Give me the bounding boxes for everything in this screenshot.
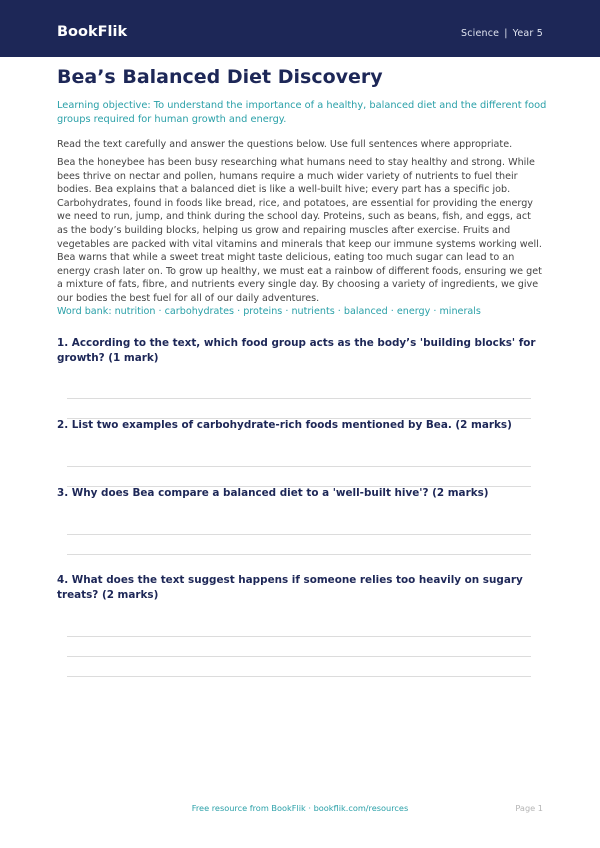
page-number: Page 1 [515, 803, 543, 813]
brand-logo[interactable]: BookFlik [57, 24, 128, 40]
learning-objective: Learning objective: To understand the importance of a healthy, balanced diet and the different food groups required for human growth and energy. [57, 100, 547, 125]
answer-line[interactable] [67, 534, 531, 535]
header-bar [0, 0, 600, 57]
question-1: 1. According to the text, which food group acts as the body’s 'building blocks' for growth? (1 mark) [57, 337, 536, 364]
answer-line[interactable] [67, 636, 531, 637]
answer-line[interactable] [67, 554, 531, 555]
question-2: 2. List two examples of carbohydrate-rich foods mentioned by Bea. (2 marks) [57, 419, 512, 431]
instructions: Read the text carefully and answer the questions below. Use full sentences where appropriate. [57, 139, 513, 150]
footer-link[interactable]: Free resource from BookFlik · bookflik.com/resources [191, 803, 409, 813]
year-label: Year 5 [512, 28, 543, 39]
subject-year [461, 27, 543, 41]
worksheet-title: Bea’s Balanced Diet Discovery [57, 66, 383, 88]
word-bank: Word bank: nutrition · carbohydrates · proteins · nutrients · balanced · energy · minerals [57, 306, 481, 317]
answer-line[interactable] [67, 676, 531, 677]
subject-label: Science [460, 28, 500, 39]
answer-line[interactable] [67, 398, 531, 399]
question-4: 4. What does the text suggest happens if someone relies too heavily on sugary treats? (2 marks) [57, 574, 523, 601]
header-separator: | [504, 28, 508, 39]
answer-line[interactable] [67, 656, 531, 657]
answer-line[interactable] [67, 466, 531, 467]
reading-passage: Bea the honeybee has been busy researching what humans need to stay healthy and strong. While bees thrive on nectar and pollen, humans require a much wider variety of nutrients to fuel their bodies. Bea explains that a balanced diet is like a well-built hive; every part has a specific job. Carbohydrates, found in foods like bread, rice, and potatoes, are essential for providing the energy we need to run, jump, and think during the school day. Proteins, such as beans, fish, and eggs, act as the body’s building blocks, helping us grow and repairing muscles after exercise. Fruits and vegetables are packed with vital vitamins and minerals that keep our immune systems working well. Bea warns that while a sweet treat might taste delicious, eating too much sugar can lead to an energy crash later on. To grow up healthy, we must eat a rainbow of different foods, ensuring we get a mixture of fats, fibre, and nutrients every single day. By choosing a variety of ingredients, we give our bodies the best fuel for all of our daily adventures. [57, 157, 542, 304]
question-3: 3. Why does Bea compare a balanced diet to a 'well-built hive'? (2 marks) [57, 487, 489, 499]
